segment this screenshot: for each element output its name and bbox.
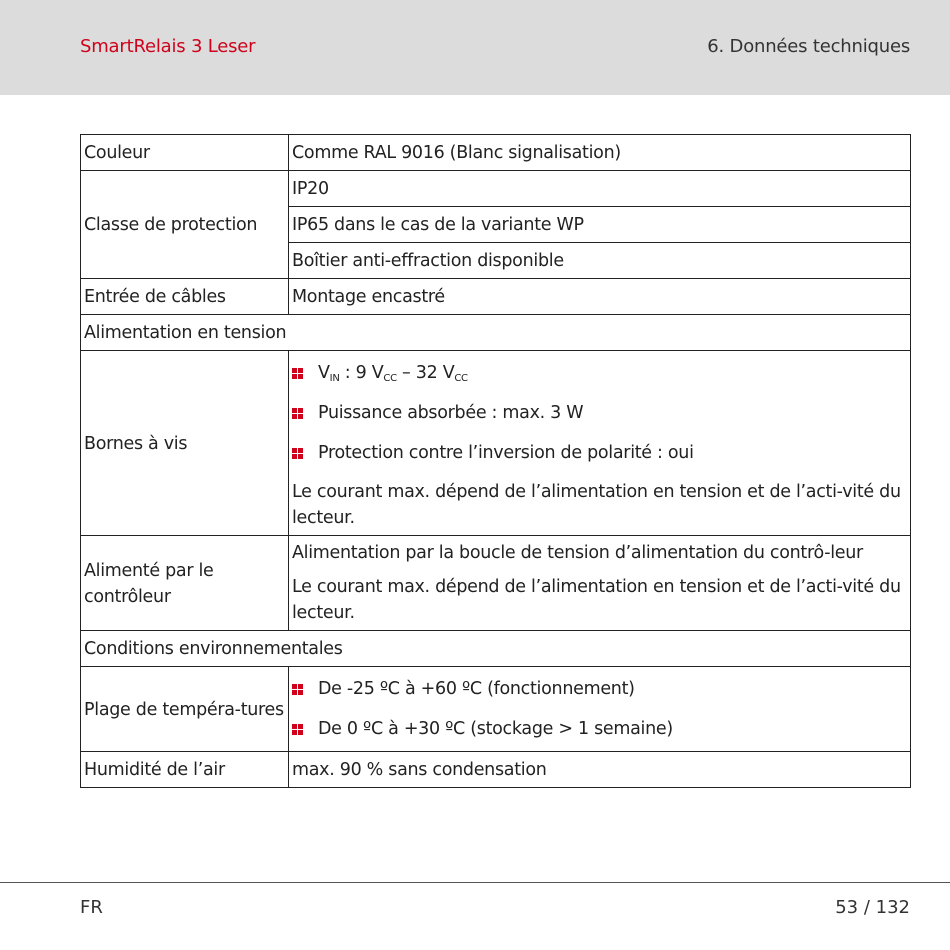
page-number: 53 / 132 (835, 897, 910, 918)
language-code: FR (80, 897, 103, 918)
bullet-icon (292, 368, 303, 379)
row-value-protection-ip20: IP20 (289, 171, 911, 207)
current-note: Le courant max. dépend de l’alimentation en tension et de l’acti-vité du lecteur. (292, 577, 901, 623)
bullet-icon (292, 448, 303, 459)
section-heading-alimentation: Alimentation en tension (81, 315, 911, 351)
row-label-couleur: Couleur (81, 135, 289, 171)
table-row (81, 135, 911, 171)
row-value-protection-ip65: IP65 dans le cas de la variante WP (289, 207, 911, 243)
row-label-cables: Entrée de câbles (81, 279, 289, 315)
storage-temperature: De 0 ºC à +30 ºC (stockage > 1 semaine) (318, 719, 673, 739)
list-item (292, 433, 907, 473)
row-value-protection-housing: Boîtier anti-effraction disponible (289, 243, 911, 279)
table-row (81, 171, 911, 207)
row-label-bornes: Bornes à vis (81, 351, 289, 536)
polarity-protection: Protection contre l’inversion de polarité : oui (318, 443, 694, 463)
table-row (81, 667, 911, 752)
row-label-protection: Classe de protection (81, 171, 289, 279)
list-item (292, 709, 907, 749)
operating-temperature: De -25 ºC à +60 ºC (fonctionnement) (318, 679, 635, 699)
row-value-humidite: max. 90 % sans condensation (289, 752, 911, 788)
technical-data-table (80, 134, 911, 788)
footer-divider (0, 882, 950, 883)
list-item (292, 669, 907, 709)
table-row (81, 351, 911, 536)
table-row (81, 631, 911, 667)
table-row (81, 315, 911, 351)
row-value-temperature (289, 667, 911, 752)
page-header (0, 0, 950, 95)
product-name: SmartRelais 3 Leser (80, 36, 256, 57)
voltage-range: $V_{IN}$ : 9 $V_{CC} - 32$ $V_{CC}$ (318, 363, 468, 384)
table-row (81, 279, 911, 315)
bullet-icon (292, 408, 303, 419)
table-row (81, 536, 911, 631)
row-label-humidite: Humidité de l’air (81, 752, 289, 788)
list-item (292, 353, 907, 393)
power-consumption: Puissance absorbée : max. 3 W (318, 403, 584, 423)
row-label-temperature: Plage de tempéra-tures (81, 667, 289, 752)
row-value-couleur: Comme RAL 9016 (Blanc signalisation) (289, 135, 911, 171)
list-item (292, 393, 907, 433)
row-value-controleur (289, 536, 911, 631)
row-value-bornes (289, 351, 911, 536)
table-row (81, 752, 911, 788)
current-note: Le courant max. dépend de l’alimentation en tension et de l’acti-vité du lecteur. (292, 482, 901, 528)
supply-loop-text: Alimentation par la boucle de tension d’alimentation du contrô-leur (292, 543, 863, 563)
row-value-cables: Montage encastré (289, 279, 911, 315)
bullet-icon (292, 684, 303, 695)
row-label-controleur: Alimenté par le contrôleur (81, 536, 289, 631)
bullet-icon (292, 724, 303, 735)
section-title: 6. Données techniques (707, 36, 910, 57)
section-heading-environnement: Conditions environnementales (81, 631, 911, 667)
